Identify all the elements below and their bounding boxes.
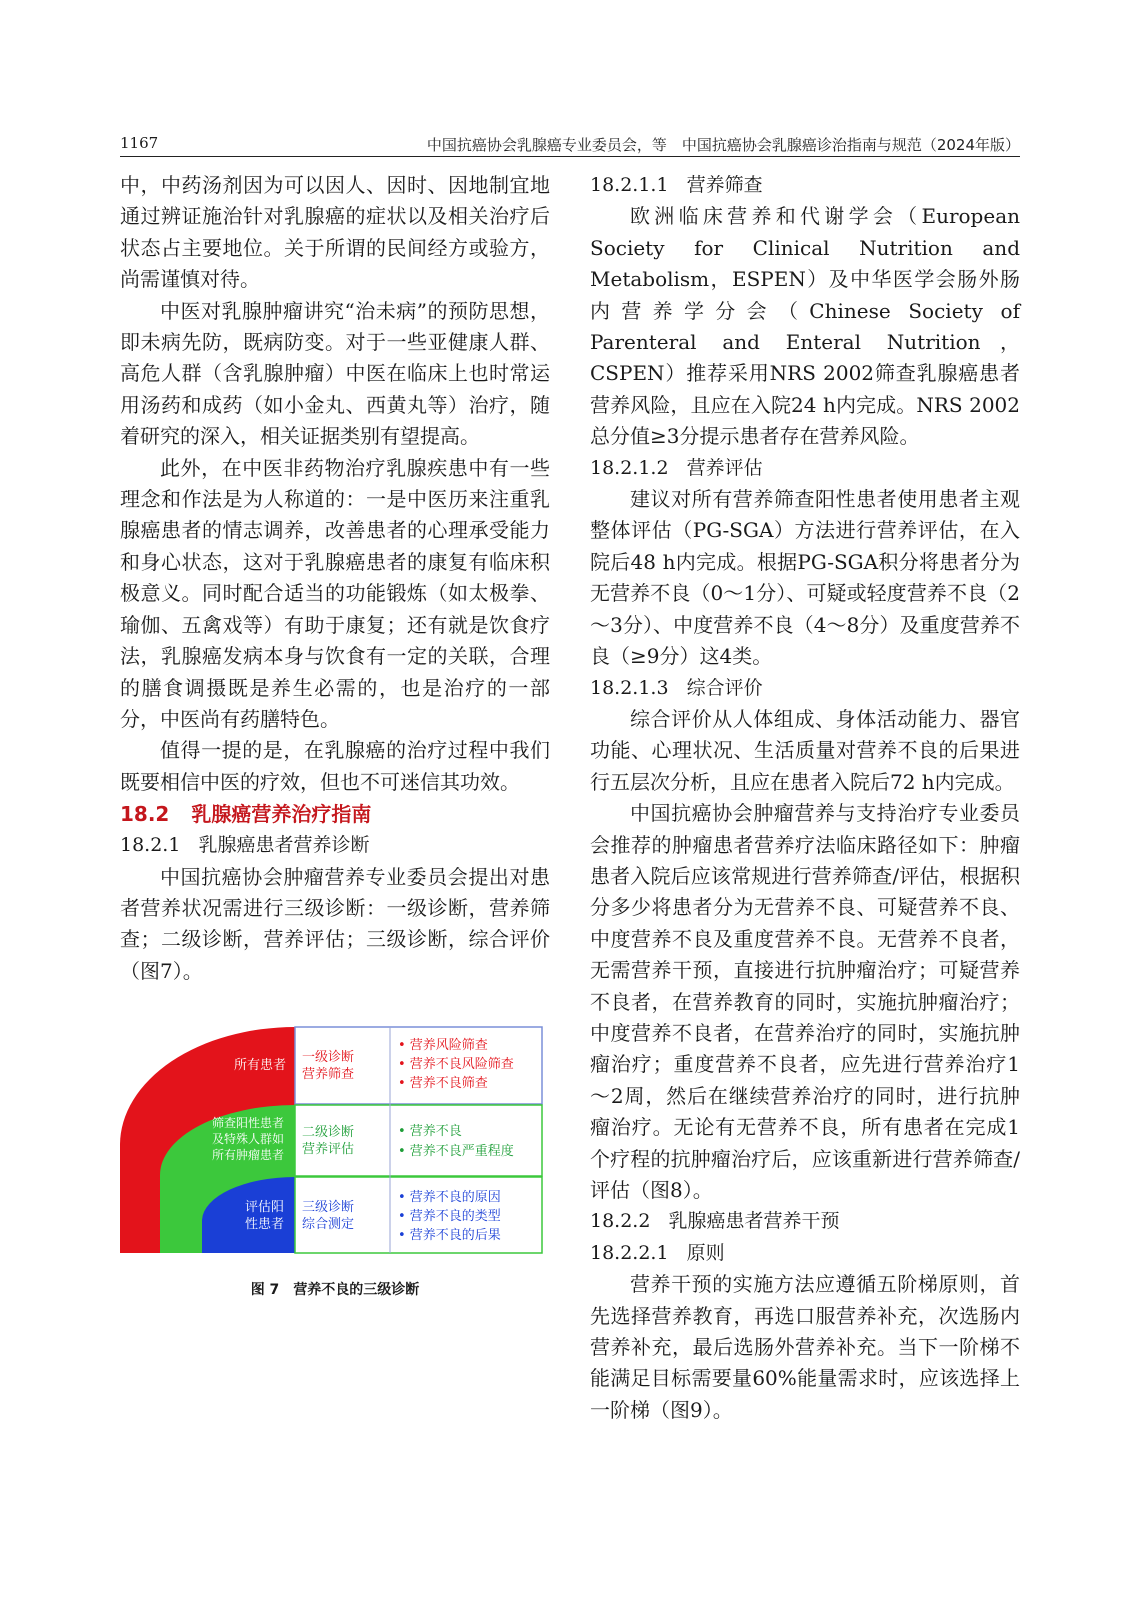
paragraph: 中国抗癌协会肿瘤营养与支持治疗专业委员会推荐的肿瘤患者营养疗法临床路径如下：肿瘤患者入院后应该常规进行营养筛查/评估，根据积分多少将患者分为无营养不良、可疑营养不良、中度营养不良及重度营养不良。无营养不良者，无需营养干预，直接进行抗肿瘤治疗；可疑营养不良者，在营养教育的同时，实施抗肿瘤治疗；中度营养不良者，在营养治疗的同时，实施抗肿瘤治疗；重度营养不良者，应先进行营养治疗1～2周，然后在继续营养治疗的同时，进行抗肿瘤治疗。无论有无营养不良，所有患者在完成1个疗程的抗肿瘤治疗后，应该重新进行营养筛查/评估（图8）。: [590, 801, 1020, 1202]
running-header: [120, 134, 1020, 157]
section-title: 乳腺癌营养治疗指南: [191, 802, 372, 827]
figure-label: 图 7: [250, 1282, 280, 1299]
section-number: 18.2: [120, 802, 170, 827]
figure-caption: [120, 1279, 550, 1299]
level-1-item: • 营养不良筛查: [398, 1076, 488, 1092]
level-2-method: 营养评估: [302, 1142, 355, 1158]
section-title: 营养评估: [686, 456, 763, 479]
section-heading-18-2-1-1: [590, 170, 1020, 201]
section-number: 18.2.2: [590, 1210, 651, 1233]
level-1-method: 营养筛查: [302, 1067, 355, 1083]
level-2-item: • 营养不良严重程度: [398, 1144, 514, 1160]
figure-caption-text: 营养不良的三级诊断: [293, 1282, 420, 1299]
level-1-item: • 营养风险筛查: [398, 1038, 488, 1054]
paragraph: 中医对乳腺肿瘤讲究“治未病”的预防思想，即未病先防，既病防变。对于一些亚健康人群、高危人群（含乳腺肿瘤）中医在临床上也时常运用汤药和成药（如小金丸、西黄丸等）治疗，随着研究的深入，相关证据类别有望提高。: [120, 298, 550, 449]
level-1-label: 一级诊断: [302, 1050, 355, 1066]
section-number: 18.2.1.2: [590, 456, 669, 479]
level-3-item: • 营养不良的原因: [398, 1190, 501, 1206]
section-heading-18-2-1: [120, 830, 550, 861]
three-level-diagnosis-diagram: [120, 1015, 550, 1265]
section-heading-18-2-2-1: [590, 1238, 1020, 1269]
level-2-item: • 营养不良: [398, 1124, 462, 1140]
paragraph: 值得一提的是，在乳腺癌的治疗过程中我们既要相信中医的疗效，但也不可迷信其功效。: [120, 738, 550, 794]
section-number: 18.2.1.3: [590, 676, 669, 699]
section-heading-18-2: [120, 798, 550, 830]
paragraph: 中，中药汤剂因为可以因人、因时、因地制宜地通过辨证施治针对乳腺癌的症状以及相关治疗后状态占主要地位。关于所谓的民间经方或验方，尚需谨慎对待。: [120, 173, 550, 292]
section-title: 营养筛查: [686, 174, 763, 196]
right-column: [590, 170, 1020, 1426]
section-title: 综合评价: [686, 676, 763, 699]
figure-7: [120, 1015, 550, 1265]
section-heading-18-2-2: [590, 1206, 1020, 1237]
paragraph: 建议对所有营养筛查阳性患者使用患者主观整体评估（PG-SGA）方法进行营养评估，在入院后48 h内完成。根据PG-SGA积分将患者分为无营养不良（0～1分）、可疑或轻度营养不良（2～3分）、中度营养不良（4～8分）及重度营养不良（≥9分）这4类。: [590, 487, 1020, 669]
section-number: 18.2.1.1: [590, 174, 669, 196]
group-label-line: 性患者: [244, 1217, 284, 1233]
section-title: 原则: [686, 1241, 725, 1264]
paragraph: 综合评价从人体组成、身体活动能力、器官功能、心理状况、生活质量对营养不良的后果进行五层次分析，且应在患者入院后72 h内完成。: [590, 706, 1020, 794]
section-number: 18.2.2.1: [590, 1241, 669, 1264]
group-label-line: 所有肿瘤患者: [211, 1148, 284, 1163]
section-title: 乳腺癌患者营养干预: [668, 1210, 840, 1233]
level-3-method: 综合测定: [302, 1217, 355, 1233]
section-heading-18-2-1-2: [590, 453, 1020, 484]
section-title: 乳腺癌患者营养诊断: [198, 834, 370, 857]
level-2-box: [295, 1105, 542, 1176]
group-label-line: 筛查阳性患者: [211, 1116, 284, 1131]
running-title: 中国抗癌协会乳腺癌专业委员会，等 中国抗癌协会乳腺癌诊治指南与规范（2024年版）: [426, 136, 1020, 154]
paragraph: 此外，在中医非药物治疗乳腺疾患中有一些理念和作法是为人称道的：一是中医历来注重乳腺癌患者的情志调养，改善患者的心理承受能力和身心状态，这对于乳腺癌患者的康复有临床积极意义。同时配合适当的功能锻炼（如太极拳、瑜伽、五禽戏等）有助于康复；还有就是饮食疗法，乳腺癌发病本身与饮食有一定的关联，合理的膳食调摄既是养生必需的，也是治疗的一部分，中医尚有药膳特色。: [120, 455, 550, 731]
level-3-item: • 营养不良的后果: [398, 1228, 501, 1244]
section-number: 18.2.1: [120, 834, 181, 857]
left-column: [120, 170, 550, 1299]
section-heading-18-2-1-3: [590, 673, 1020, 704]
paragraph: 欧洲临床营养和代谢学会（European Society for Clinical Nutrition and Metabolism，ESPEN）及中华医学会肠外肠内营养学分会（Chinese Society of Parenteral and Enteral Nutrition，CSPEN）推荐采用NRS 2002筛查乳腺癌患者营养风险，且应在入院24 h内完成。NRS 2002总分值≥3分提示患者存在营养风险。: [590, 204, 1020, 449]
paragraph: 中国抗癌协会肿瘤营养专业委员会提出对患者营养状况需进行三级诊断：一级诊断，营养筛查；二级诊断，营养评估；三级诊断，综合评价（图7）。: [120, 864, 550, 983]
level-1-item: • 营养不良风险筛查: [398, 1057, 514, 1073]
level-2-label: 二级诊断: [302, 1125, 355, 1141]
group-label-line: 评估阳: [244, 1200, 284, 1216]
page-number: 1167: [120, 134, 159, 152]
level-3-item: • 营养不良的类型: [398, 1209, 501, 1225]
group-label-all: 所有患者: [233, 1058, 286, 1074]
level-3-label: 三级诊断: [302, 1200, 355, 1216]
paragraph: 营养干预的实施方法应遵循五阶梯原则，首先选择营养教育，再选口服营养补充，次选肠内营养补充，最后选肠外营养补充。当下一阶梯不能满足目标需要量60%能量需求时，应该选择上一阶梯（图9）。: [590, 1272, 1020, 1422]
group-label-line: 及特殊人群如: [211, 1132, 284, 1147]
